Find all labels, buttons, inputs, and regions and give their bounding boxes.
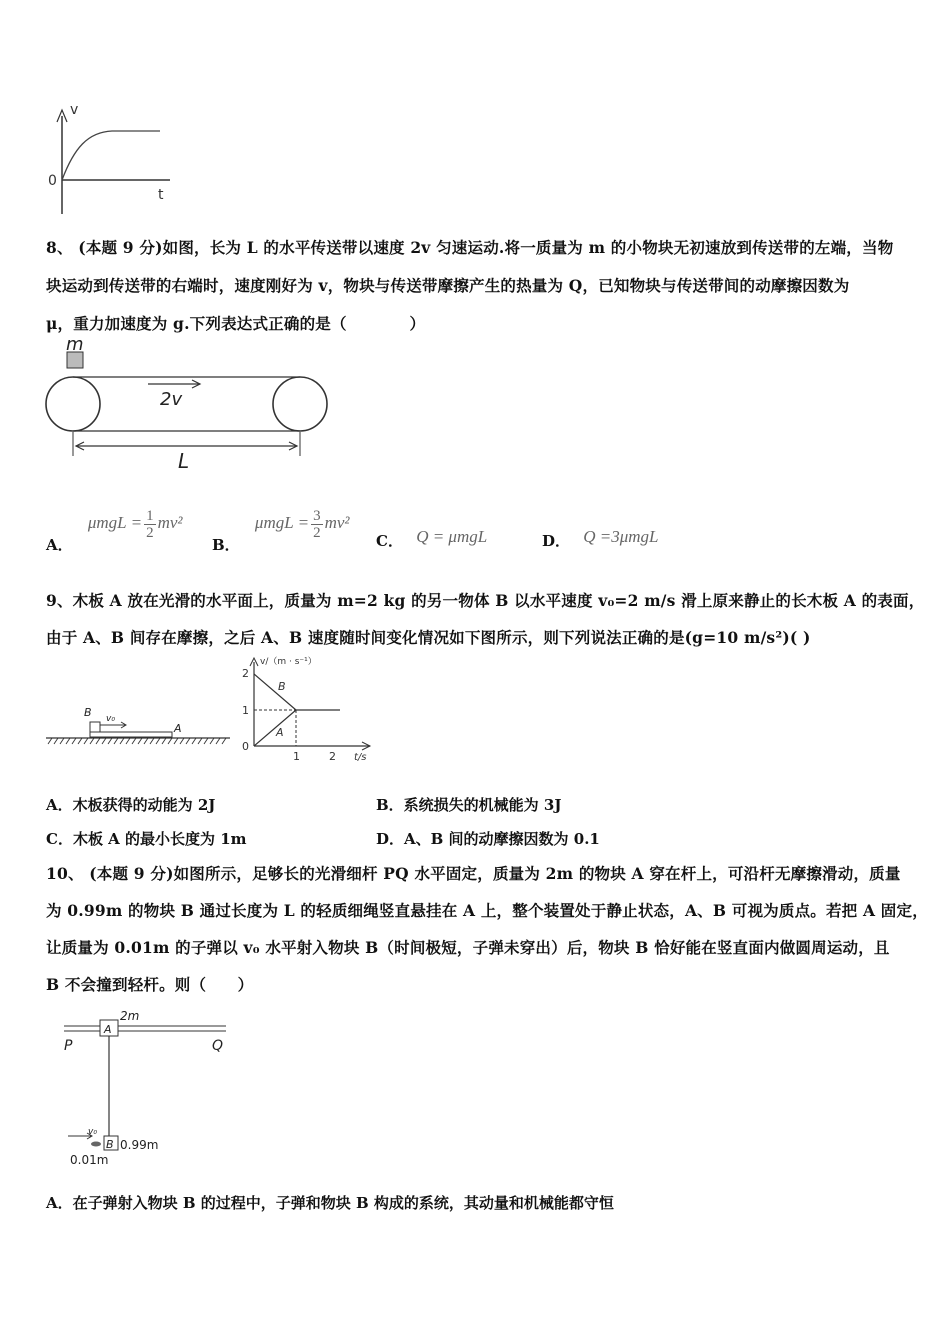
q8-option-b[interactable] [212, 508, 350, 555]
q8-option-b-letter: B． [212, 536, 240, 555]
q9-option-c[interactable]: C．木板 A 的最小长度为 1m [46, 830, 247, 848]
q8-option-c-letter: C． [376, 532, 403, 550]
q10-line-2: 为 0.99m 的物块 B 通过长度为 L 的轻质细绳竖直悬挂在 A 上，整个装置处于静止状态，A、B 可视为质点。若把 A 固定， [46, 901, 928, 920]
q9-option-a[interactable]: A．木板获得的动能为 2J [46, 796, 216, 814]
hanging-block-b-mass: 0.99m [120, 1138, 159, 1152]
origin-label: 0 [48, 173, 57, 189]
q8-option-a-formula: μmgL = $\frac{1}{2}$ mv² [87, 508, 183, 541]
q9-graph-y-axis-label: v/（m · s⁻¹） [260, 657, 317, 667]
q9-line-1: 9、木板 A 放在光滑的水平面上，质量为 m=2 kg 的另一物体 B 以水平速度 v₀=2 m/s 滑上原来静止的长木板 A 的表面， [46, 591, 925, 610]
q9-option-b[interactable]: B．系统损失的机械能为 3J [376, 796, 562, 814]
q10-option-a[interactable]: A．在子弹射入物块 B 的过程中，子弹和物块 B 构成的系统，其动量和机械能都守恒 [46, 1194, 614, 1212]
belt-length-label: L [178, 449, 190, 473]
board-a-label: A [174, 722, 182, 735]
bullet-mass-label: 0.01m [70, 1153, 109, 1167]
hanging-block-b-label: B [106, 1138, 114, 1151]
q8-option-d[interactable] [542, 526, 659, 550]
q9-graph-x-axis-label: t/s [354, 752, 367, 763]
block-v0-label: v₀ [106, 714, 115, 724]
q8-line-2: 块运动到传送带的右端时，速度刚好为 v，物块与传送带摩擦产生的热量为 Q，已知物块与传送带间的动摩擦因数为 [46, 276, 850, 295]
t-axis-label: t [158, 187, 164, 203]
board-block-figure [44, 700, 234, 750]
q9-graph-curve-b-label: B [278, 680, 286, 693]
belt-speed-label: 2v [160, 389, 183, 410]
q8-option-c-formula: Q = μmgL [416, 527, 488, 546]
q9-graph-x-tick-2: 2 [329, 750, 336, 763]
bullet-v0-label: v₀ [88, 1127, 97, 1137]
q8-option-d-formula: Q =3μmgL [583, 527, 659, 546]
q9-graph-y-tick-1: 1 [242, 704, 249, 717]
q8-line-3: μ，重力加速度为 g.下列表达式正确的是（ ） [46, 314, 426, 333]
q9-option-d[interactable]: D．A、B 间的动摩擦因数为 0.1 [376, 830, 600, 848]
q8-option-d-letter: D． [542, 532, 571, 550]
q8-option-a[interactable] [46, 508, 183, 555]
q8-option-c[interactable] [376, 526, 488, 550]
conveyor-belt-figure [40, 336, 340, 476]
q10-line-3: 让质量为 0.01m 的子弹以 v₀ 水平射入物块 B（时间极短，子弹未穿出）后，物块 B 恰好能在竖直面内做圆周运动，且 [46, 938, 890, 957]
q9-line-2: 由于 A、B 间存在摩擦，之后 A、B 速度随时间变化情况如下图所示，则下列说法正确的是(g=10 m/s²)( ) [46, 628, 811, 647]
q8-line-1: 8、 (本题 9 分)如图，长为 L 的水平传送带以速度 2v 匀速运动.将一质量为 m 的小物块无初速放到传送带的左端，当物 [46, 238, 894, 257]
q10-line-1: 10、 (本题 9 分)如图所示，足够长的光滑细杆 PQ 水平固定，质量为 2m 的物块 A 穿在杆上，可沿杆无摩擦滑动，质量 [46, 864, 901, 883]
q9-graph-curve-a-label: A [276, 726, 284, 739]
rod-p-label: P [64, 1038, 73, 1054]
v-axis-label: v [70, 102, 79, 118]
rod-pendulum-figure [58, 1004, 238, 1170]
rod-q-label: Q [212, 1038, 224, 1054]
vt-graph-figure [40, 98, 180, 218]
block-mass-label: m [66, 336, 84, 355]
q10-line-4: B 不会撞到轻杆。则（ ） [46, 975, 254, 994]
q9-graph-y-tick-2: 2 [242, 667, 249, 680]
q9-graph-y-tick-0: 0 [242, 740, 249, 753]
q9-vt-graph [236, 652, 386, 766]
q8-option-b-formula: μmgL = $\frac{3}{2}$ mv² [254, 508, 350, 541]
q9-graph-x-tick-1: 1 [293, 750, 300, 763]
rod-block-a-label: A [104, 1023, 112, 1036]
q8-option-a-letter: A． [46, 536, 73, 555]
rod-block-a-mass: 2m [120, 1009, 140, 1023]
block-b-label: B [84, 706, 92, 719]
